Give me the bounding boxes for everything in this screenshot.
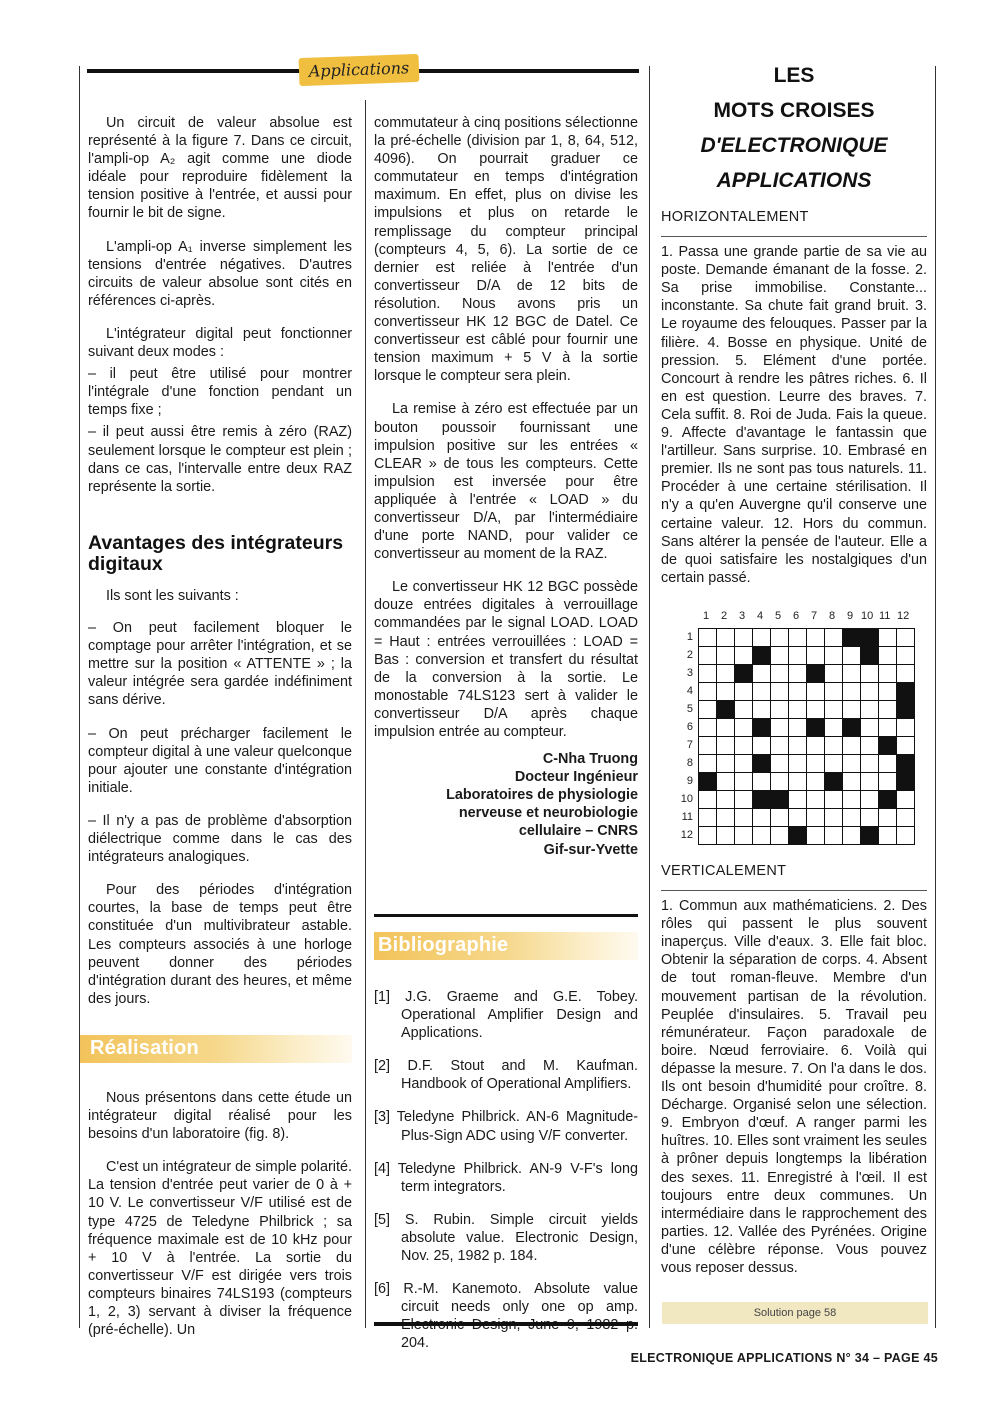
white-cell: [771, 755, 789, 773]
white-cell: [825, 647, 843, 665]
white-cell: [753, 737, 771, 755]
white-cell: [825, 827, 843, 845]
crossword-row-numbers: [670, 628, 696, 844]
white-cell: [735, 629, 753, 647]
black-cell: [753, 719, 771, 737]
black-cell: [861, 629, 879, 647]
white-cell: [753, 809, 771, 827]
white-cell: [843, 737, 861, 755]
clues-text: 1. Commun aux mathématiciens. 2. Des rôles qui passent le plus souvent inaperçus. Ville d'eaux. 3. Elle fait bloc. Obtenir la séparation de corps. 4. Absent de tout roman-fleuve. Membre d'un mouvement partisan de la révolution. Peuplée d'insulaires. 5. Travail peu rémunérateur. Façon paradoxale de boire. Nœud ferroviaire. 6. Voilà qui dépasse la mesure. 7. On l'a dans le dos. Ils ont besoin d'humidité pour croître. 8. Décharge. Organisé selon une sélection. 9. Embryon d'œuf. A ranger parmi les huîtres. 10. Elles sont vraiment les seules à prôner depuis longtemps la libération des sexes. 11. Enregistré à l'œil. Il est toujours entre deux communes. Un intermédiaire dans le rapprochement des parties. 12. Vallée des Pyrénées. Origine d'une célèbre réponse. Vous pouvez vous reposer dessus.: [661, 898, 927, 1276]
list-item: – il peut être utilisé pour montrer l'intégrale d'une fonction pendant un temps fixe ;: [88, 366, 352, 419]
white-cell: [879, 701, 897, 719]
white-cell: [879, 719, 897, 737]
white-cell: [843, 647, 861, 665]
white-cell: [699, 683, 717, 701]
reference-item: [2] D.F. Stout and M. Kaufman. Handbook of Operational Amplifiers.: [374, 1058, 638, 1093]
title-line: MOTS CROISES: [713, 99, 875, 122]
col-number: 7: [811, 610, 818, 622]
white-cell: [879, 773, 897, 791]
solution-text: Solution page 58: [753, 1307, 837, 1319]
grid-row: [699, 701, 915, 719]
divider-col1-col2: [365, 100, 366, 1328]
grid-row: [699, 809, 915, 827]
white-cell: [717, 629, 735, 647]
crossword-table: [698, 628, 915, 845]
author-name: C-Nha Truong: [542, 751, 638, 768]
title-line: APPLICATIONS: [716, 169, 872, 192]
white-cell: [717, 719, 735, 737]
white-cell: [717, 773, 735, 791]
white-cell: [735, 683, 753, 701]
black-cell: [807, 719, 825, 737]
row-number: 2: [686, 649, 693, 661]
paragraph: L'intégrateur digital peut fonctionner suivant deux modes :: [88, 325, 352, 361]
row-number: 8: [686, 757, 693, 769]
list-item: – Il n'y a pas de problème d'absorption diélectrique comme dans le cas des intégrateurs analogiques.: [88, 812, 352, 866]
white-cell: [735, 647, 753, 665]
white-cell: [699, 791, 717, 809]
title-line: LES: [773, 64, 815, 87]
white-cell: [753, 827, 771, 845]
crossword-grid: [698, 628, 915, 845]
author-city: Gif-sur-Yvette: [543, 841, 638, 858]
white-cell: [699, 737, 717, 755]
white-cell: [735, 737, 753, 755]
white-cell: [861, 791, 879, 809]
white-cell: [807, 809, 825, 827]
black-cell: [861, 827, 879, 845]
grid-row: [699, 827, 915, 845]
white-cell: [717, 683, 735, 701]
paragraph: commutateur à cinq positions sélectionne la pré-échelle (division par 1, 8, 64, 512, 4096). On pourrait graduer ce commutateur en temps d'intégration maximum. En effet, plus on divise les impulsions et plus on retarde le remplissage du compteur principal (compteurs 4, 5, 6). La sortie de ce dernier est reliée à l'entrée d'un convertisseur D/A de 12 bits de résolution. Nous avons pris un convertisseur HK 12 BGC de Datel. Ce convertisseur est câblé pour fournir une tension maximum + 5 V à la sortie lorsque le compteur sera plein.: [374, 115, 638, 385]
white-cell: [771, 629, 789, 647]
white-cell: [699, 809, 717, 827]
solution-box: [662, 1302, 928, 1324]
col-number: 2: [721, 610, 728, 622]
white-cell: [825, 629, 843, 647]
white-cell: [861, 665, 879, 683]
paragraph: La remise à zéro est effectuée par un bouton poussoir fournissant une impulsion positive sur les entrées « CLEAR » de tous les compteurs. Cette impulsion est inversée pour être appliquée à l'entrée « LOAD » du convertisseur D/A, par l'intermédiaire d'une porte NAND, pour valider ce convertisseur au moment de la RAZ.: [374, 401, 638, 563]
black-cell: [879, 791, 897, 809]
white-cell: [807, 647, 825, 665]
white-cell: [717, 755, 735, 773]
white-cell: [825, 701, 843, 719]
white-cell: [753, 773, 771, 791]
white-cell: [789, 629, 807, 647]
white-cell: [897, 647, 915, 665]
grid-row: [699, 665, 915, 683]
crossword-column-numbers: [698, 610, 914, 624]
white-cell: [753, 665, 771, 683]
white-cell: [735, 719, 753, 737]
white-cell: [843, 755, 861, 773]
col-number: 10: [861, 610, 874, 622]
realisation-banner-text: Réalisation: [90, 1037, 199, 1059]
white-cell: [879, 755, 897, 773]
heading-rule: [661, 236, 927, 237]
author-lab: nerveuse et neurobiologie: [458, 805, 638, 822]
white-cell: [789, 755, 807, 773]
paragraph: Pour des périodes d'intégration courtes, la base de temps peut être constituée d'un multivibrateur astable. Les compteurs associés à une horloge peuvent donner des périodes d'intégration durant des heures, et même des jours.: [88, 882, 352, 1007]
white-cell: [771, 683, 789, 701]
white-cell: [879, 629, 897, 647]
white-cell: [789, 809, 807, 827]
column-1-realisation: [88, 1089, 352, 1354]
white-cell: [807, 629, 825, 647]
white-cell: [789, 665, 807, 683]
white-cell: [843, 701, 861, 719]
col-number: 12: [897, 610, 910, 622]
clues-text: 1. Passa une grande partie de sa vie au poste. Demande émanant de la fosse. 2. Sa prise immobilise. Constante... inconstante. Sa chute fait grand bruit. 3. Le royaume des felouques. Passer par la filière. 4. Bosse en physique. Unité de pression. 5. Elément d'une portée. Concourt à rendre les pâtres riches. 6. Il en est question. Leurre des braves. 7. Cela suffit. 8. Roi de Juda. Fais la queue. 9. Affecte d'avantage le fantassin que l'artilleur. Sans surprise. 10. Embrasé en premier. Ils ne sont pas tous naturels. 11. Procéder à une certaine stérilisation. Il n'y a qu'en Auvergne qu'il conserve une certaine valeur. 12. Hors du commun. Sans altérer la pensée de l'auteur. Elle a de quoi satisfaire les nostalgiques d'un certain passé.: [661, 244, 927, 586]
black-cell: [753, 791, 771, 809]
row-number: 3: [686, 667, 693, 679]
white-cell: [879, 827, 897, 845]
white-cell: [699, 665, 717, 683]
white-cell: [897, 809, 915, 827]
horizontal-clues: [661, 208, 927, 602]
white-cell: [825, 809, 843, 827]
black-cell: [897, 755, 915, 773]
black-cell: [843, 629, 861, 647]
white-cell: [897, 737, 915, 755]
white-cell: [789, 683, 807, 701]
white-cell: [789, 719, 807, 737]
col-number: 4: [757, 610, 764, 622]
row-number: 9: [686, 775, 693, 787]
white-cell: [699, 719, 717, 737]
white-cell: [753, 629, 771, 647]
white-cell: [771, 827, 789, 845]
white-cell: [699, 629, 717, 647]
column-2: [374, 114, 638, 859]
row-number: 5: [686, 703, 693, 715]
white-cell: [843, 809, 861, 827]
paragraph: L'ampli-op A₁ inverse simplement les tensions d'entrée négatives. D'autres circuits de valeur absolue sont cités en références ci-après.: [88, 238, 352, 309]
white-cell: [771, 719, 789, 737]
reference-item: [6] R.-M. Kanemoto. Absolute value circuit needs only one op amp. 204.: [374, 1281, 638, 1352]
grid-row: [699, 791, 915, 809]
white-cell: [861, 737, 879, 755]
white-cell: [735, 791, 753, 809]
white-cell: [771, 665, 789, 683]
black-cell: [843, 719, 861, 737]
white-cell: [825, 665, 843, 683]
white-cell: [699, 647, 717, 665]
white-cell: [735, 773, 753, 791]
white-cell: [879, 647, 897, 665]
white-cell: [843, 773, 861, 791]
author-lab: cellulaire – CNRS: [518, 823, 638, 840]
black-cell: [861, 647, 879, 665]
white-cell: [897, 791, 915, 809]
grid-row: [699, 773, 915, 791]
divider-right-edge: [935, 66, 936, 1328]
white-cell: [843, 683, 861, 701]
col-number: 3: [739, 610, 746, 622]
white-cell: [897, 827, 915, 845]
row-number: 11: [681, 811, 693, 823]
white-cell: [825, 683, 843, 701]
bibliography-rule: [374, 914, 638, 917]
grid-row: [699, 629, 915, 647]
bibliography-banner-text: Bibliographie: [378, 934, 509, 956]
col-number: 6: [793, 610, 800, 622]
row-number: 10: [680, 793, 693, 805]
white-cell: [807, 701, 825, 719]
divider-left-edge: [79, 66, 80, 1328]
horizontal-heading: HORIZONTALEMENT: [661, 209, 809, 225]
bottom-rule-col2: [374, 1322, 638, 1326]
reference-item: [5] S. Rubin. Simple circuit yields absolute value. Electronic Design, Nov. 25, 1982 p. 184.: [374, 1211, 638, 1265]
white-cell: [753, 701, 771, 719]
white-cell: [717, 737, 735, 755]
list-item: – On peut facilement bloquer le comptage pour arrêter l'intégration, et se mettre sur la position « ATTENTE » ; la valeur intégrée sera gardée indéfiniment sans dérive.: [88, 620, 352, 709]
white-cell: [843, 665, 861, 683]
grid-row: [699, 755, 915, 773]
section-tag: [299, 54, 420, 86]
white-cell: [879, 683, 897, 701]
white-cell: [771, 809, 789, 827]
white-cell: [897, 629, 915, 647]
col-number: 1: [703, 610, 710, 622]
white-cell: [825, 755, 843, 773]
heading-rule: [661, 890, 927, 891]
paragraph: Ils sont les suivants :: [106, 588, 239, 604]
black-cell: [807, 665, 825, 683]
white-cell: [861, 755, 879, 773]
paragraph: Un circuit de valeur absolue est représenté à la figure 7. Dans ce circuit, l'ampli-op A₂ agit comme une diode idéale pour reproduire fidèlement la tension positive à l'entrée, et aussi pour fournir le bit de signe.: [88, 115, 352, 222]
black-cell: [897, 773, 915, 791]
black-cell: [699, 773, 717, 791]
crossword-title: [656, 58, 932, 198]
white-cell: [735, 809, 753, 827]
footer-text: ELECTRONIQUE APPLICATIONS N° 34 – PAGE 45: [630, 1351, 938, 1365]
reference-item: [4] Teledyne Philbrick. AN-9 V-F's long term integrators.: [374, 1160, 638, 1195]
white-cell: [789, 647, 807, 665]
grid-row: [699, 683, 915, 701]
white-cell: [861, 773, 879, 791]
paragraph: C'est un intégrateur de simple polarité. La tension d'entrée peut varier de 0 à + 10 V. Le convertisseur V/F utilisé est de type 4725 de Teledyne Philbrick ; sa fréquence maximale est de 10 kHz pour + 10 V à l'entrée. La sortie du convertisseur V/F est dirigée vers trois compteurs binaires 74LS193 (compteurs 1, 2, 3) servant à diviser la fréquence (pré-échelle). Un: [88, 1159, 352, 1339]
row-number: 1: [686, 631, 693, 643]
white-cell: [807, 773, 825, 791]
white-cell: [717, 827, 735, 845]
section-tag-label: Applications: [308, 58, 410, 81]
white-cell: [753, 683, 771, 701]
white-cell: [735, 755, 753, 773]
row-number: 7: [686, 739, 693, 751]
black-cell: [771, 791, 789, 809]
grid-row: [699, 737, 915, 755]
black-cell: [753, 755, 771, 773]
col-number: 11: [879, 610, 891, 622]
white-cell: [861, 683, 879, 701]
divider-col2-col3: [649, 66, 650, 1328]
white-cell: [771, 773, 789, 791]
row-number: 6: [686, 721, 693, 733]
white-cell: [771, 647, 789, 665]
row-number: 12: [680, 829, 693, 841]
author-lab: Laboratoires de physiologie: [446, 787, 638, 804]
section-heading-text: Avantages des intégrateurs digitaux: [88, 532, 344, 575]
white-cell: [735, 701, 753, 719]
black-cell: [735, 665, 753, 683]
realisation-banner: [80, 1035, 352, 1063]
white-cell: [807, 737, 825, 755]
page-footer: [560, 1351, 938, 1365]
white-cell: [699, 755, 717, 773]
white-cell: [717, 791, 735, 809]
white-cell: [771, 737, 789, 755]
white-cell: [861, 701, 879, 719]
white-cell: [735, 827, 753, 845]
black-cell: [825, 773, 843, 791]
white-cell: [717, 809, 735, 827]
col-number: 5: [775, 610, 782, 622]
list-item: – il peut aussi être remis à zéro (RAZ) seulement lorsque le compteur est plein ; dans ce cas, l'intervalle entre deux RAZ représente la sortie.: [88, 424, 352, 495]
white-cell: [807, 755, 825, 773]
vertical-clues: [661, 862, 927, 1292]
white-cell: [807, 791, 825, 809]
white-cell: [825, 719, 843, 737]
row-number: 4: [686, 685, 693, 697]
black-cell: [717, 701, 735, 719]
vertical-heading: VERTICALEMENT: [661, 863, 787, 879]
white-cell: [879, 665, 897, 683]
list-item: – On peut précharger facilement le compteur digital à une valeur quelconque pour ajouter une constante d'intégration initiale.: [88, 725, 352, 796]
white-cell: [699, 701, 717, 719]
bibliography-banner: [374, 932, 638, 960]
author-signature: [374, 750, 638, 859]
grid-row: [699, 647, 915, 665]
reference-item: [1] J.G. Graeme and G.E. Tobey. Operational Amplifier Design and Applications.: [374, 989, 638, 1042]
white-cell: [789, 791, 807, 809]
white-cell: [861, 809, 879, 827]
white-cell: [897, 719, 915, 737]
white-cell: [825, 791, 843, 809]
white-cell: [717, 647, 735, 665]
black-cell: [897, 683, 915, 701]
column-1-advantages: [88, 587, 352, 1023]
col-number: 9: [847, 610, 854, 622]
paragraph: Le convertisseur HK 12 BGC possède douze entrées digitales à verrouillage commandées par le signal LOAD. LOAD = Haut : entrées verrouillées : LOAD = Bas : conversion et transfert du résultat de la conversion à la sortie. Le monostable 74LS123 sert à valider le convertisseur D/A après chaque impulsion entrée au compteur.: [374, 579, 638, 740]
paragraph: Nous présentons dans cette étude un intégrateur digital réalisé pour les besoins d'un laboratoire (fig. 8).: [88, 1090, 352, 1143]
white-cell: [861, 719, 879, 737]
white-cell: [879, 809, 897, 827]
black-cell: [789, 827, 807, 845]
white-cell: [717, 665, 735, 683]
white-cell: [771, 701, 789, 719]
white-cell: [897, 665, 915, 683]
white-cell: [807, 827, 825, 845]
column-1: [88, 114, 352, 511]
black-cell: [879, 737, 897, 755]
white-cell: [843, 791, 861, 809]
white-cell: [843, 827, 861, 845]
reference-item: [3] Teledyne Philbrick. AN-6 Magnitude-Plus-Sign ADC using V/F converter.: [374, 1109, 638, 1144]
title-line: D'ELECTRONIQUE: [700, 134, 888, 157]
author-title: Docteur Ingénieur: [514, 769, 638, 786]
white-cell: [789, 773, 807, 791]
bibliography-list: [374, 988, 638, 1368]
white-cell: [789, 701, 807, 719]
black-cell: [753, 647, 771, 665]
white-cell: [699, 827, 717, 845]
white-cell: [789, 737, 807, 755]
section-heading: [88, 533, 352, 575]
white-cell: [807, 683, 825, 701]
white-cell: [825, 737, 843, 755]
grid-row: [699, 719, 915, 737]
col-number: 8: [829, 610, 836, 622]
black-cell: [897, 701, 915, 719]
